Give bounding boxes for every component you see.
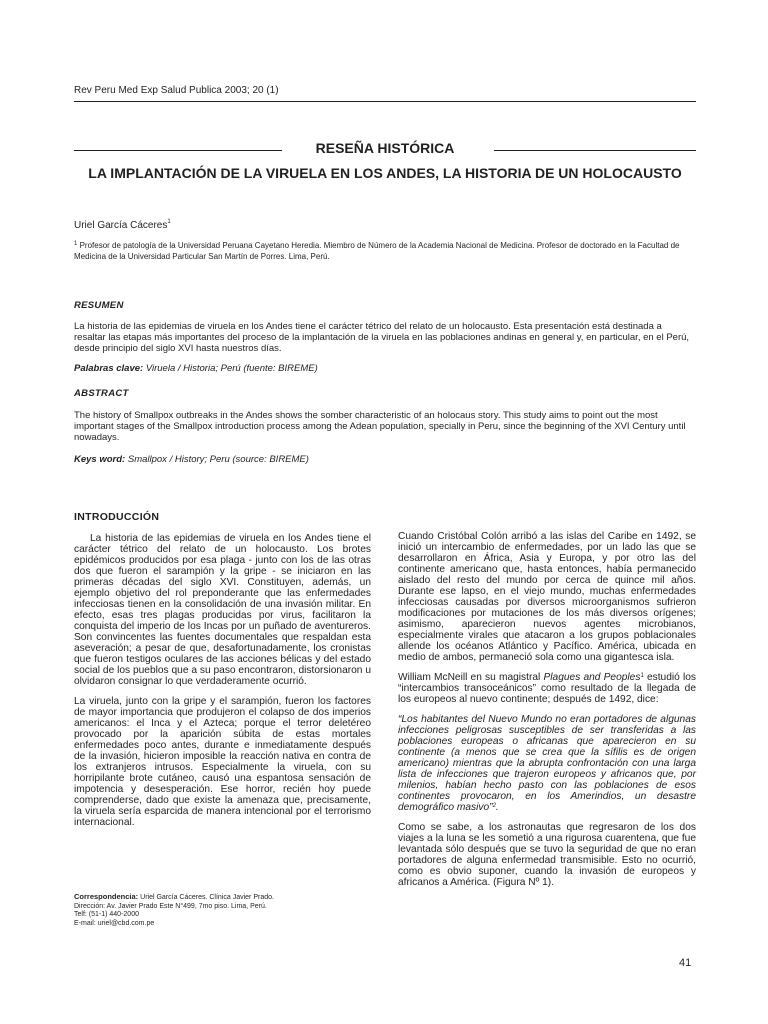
intro-paragraph-5: Como se sabe, a los astronautas que regresaron de los dos viajes a la luna se les sometió a una rigurosa cuarentena, que fue levantada sólo después que se tuvo la seguridad de que no eran portadores de alguna enfermedad transmisible. Esto no ocurrió, como es obvio suponer, cuando la invasión de europeos y africanos a América. (Figura Nº 1). [398,822,696,888]
keys-word-values: Smallpox / History; Peru (source: BIREME) [125,454,309,465]
affiliation-text: Profesor de patología de la Universidad Peruana Cayetano Heredia. Miembro de Número de la Academia Nacional de Medicina. Profesor de doctorado en la Facultad de Medicina de la Universidad Particular San Martín de Porres. Lima, Perú. [74,241,680,261]
abstract-heading: ABSTRACT [74,388,129,399]
quote-sup: 2 [492,803,496,809]
affiliation [74,240,696,262]
mcneill-text-a: William McNeill en su magistral [398,672,544,683]
correspondence-line-1 [74,893,374,903]
journal-header: Rev Peru Med Exp Salud Publica 2003; 20 (1) [74,85,279,96]
section-label-row [74,140,696,158]
mcneill-text-b: estudió los “intercambios transoceánicos” como resultado de la llegada de los europeos al nuevo continente; después de 1492, dice: [398,672,696,705]
header-rule [74,101,696,102]
keys-word-label: Keys word: [74,454,126,465]
right-column [398,531,696,897]
author-sup: 1 [167,219,171,225]
mcneill-sup: 1 [640,673,644,679]
correspondence-name: Uriel García Cáceres. Clínica Javier Prado. [138,894,274,901]
intro-paragraph-2: La viruela, junto con la gripe y el sarampión, fueron los factores de mayor importancia que produjeron el colapso de dos imperios americanos: el Inca y el Azteca; porque el terror deletéreo provocado por la aparición súbita de estas mortales enfermedades poco antes, durante e inmediatamente después de la invasión, hicieron imposible la reacción nativa en contra de los extranjeros intrusos. Especialmente la viruela, con su horripilante brote cutáneo, causó una espantosa sensación de impotencia y desesperación. Ese horror, recién hoy puede comprenderse, dado que existe la amenaza que, precisamente, la viruela sería esparcida de manera intencional por el terrorismo internacional. [74,696,371,828]
affiliation-sup: 1 [74,241,78,247]
plagues-title: Plagues and Peoples [543,672,641,683]
palabras-clave-label: Palabras clave: [74,363,144,374]
section-label: RESEÑA HISTÓRICA [315,140,455,156]
correspondence-phone: Telf: (51-1) 440-2000 [74,911,139,918]
resumen-keywords [74,363,318,374]
author-name: Uriel García Cáceres [74,220,168,231]
section-rule-right [494,150,696,151]
author [74,220,171,231]
quote-end: . [495,802,499,813]
resumen-heading: RESUMEN [74,300,124,311]
quote-text: “Los habitantes del Nuevo Mundo no eran portadores de algunas infecciones peligrosas susceptibles de ser transferidas a las poblaciones europeas o africanas que aparecieron en su continente (a menos que se crea que la sífilis es de origen americano) mientras que la abrupta confrontación con una larga lista de infecciones que trajeron europeos y africanos que, por milenios, habían hecho pasto con las poblaciones de esos continentes provocaron, en los Amerindios, un desastre demográfico masivo” [398,714,696,813]
palabras-clave-values: Viruela / Historia; Perú (fuente: BIREME) [143,363,318,374]
correspondence-label: Correspondencia: [74,892,139,901]
page-number: 41 [679,957,692,969]
introduccion-heading: INTRODUCCIÓN [74,511,160,523]
abstract-keywords [74,454,309,465]
intro-paragraph-4 [398,672,696,705]
correspondence-email: E-mail: uriel@cbd.com.pe [74,919,155,927]
mcneill-quote [398,714,696,813]
correspondence-address: Dirección: Av. Javier Prado Este N°499, 7mo piso. Lima, Perú. [74,902,267,910]
article-title: LA IMPLANTACIÓN DE LA VIRUELA EN LOS ANDES, LA HISTORIA DE UN HOLOCAUSTO [88,165,682,181]
resumen-text: La historia de las epidemias de viruela en los Andes tiene el carácter tétrico del relato de un holocausto. Esta presentación está destinada a resaltar las etapas más importantes del proceso de la implantación de la viruela en las poblaciones andinas en general y, en particular, en el Perú, desde principio del siglo XVI hasta nuestros días. [74,321,690,354]
abstract-text: The history of Smallpox outbreaks in the Andes shows the somber characteristic of an holocaus story. This study aims to point out the most important stages of the Smallpox introduction process among the Adean population, specially in Peru, since the beginning of the XVI Century until nowadays. [74,410,686,443]
left-column [74,533,371,837]
intro-paragraph-1: La historia de las epidemias de viruela en los Andes tiene el carácter tétrico del relato de un holocausto. Los brotes epidémicos producidos por esa plaga - junto con los de las otras dos que fueron el sarampión y la gripe - se iniciaron en las primeras décadas del siglo XVI. Constituyen, además, un ejemplo objetivo del rol preponderante que las enfermedades infecciosas tienen en la consolidación de una invasión militar. En efecto, esas tres plagas producidas por virus, facilitaron la conquista del imperio de los Incas por un puñado de aventureros. Son convincentes las fuentes documentales que respaldan esta aseveración; a pesar de que, desafortunadamente, los cronistas que fueron testigos oculares de las acciones bélicas y del estado social de los pueblos que a su paso encontraron, distorsionaron u olvidaron consignar lo que verdaderamente ocurrió. [74,533,371,687]
correspondence [74,893,374,928]
intro-paragraph-3: Cuando Cristóbal Colón arribó a las islas del Caribe en 1492, se inició un intercambio de enfermedades, por un lado las que se desarrollaron en África, Asia y Europa, y por otro las del continente americano que, hasta entonces, había permanecido aislado del resto del mundo por cerca de quince mil años. Durante ese lapso, en el viejo mundo, muchas enfermedades infecciosas causadas por diversos microorganismos sufrieron modificaciones por mutaciones de los más diversos orígenes; asimismo, aparecieron nuevos agentes microbianos, especialmente virales que atacaron a los grupos poblacionales allende los océanos Atlántico y Pacífico. América, ubicada en medio de ambos, permaneció sola como una gigantesca isla. [398,531,696,663]
